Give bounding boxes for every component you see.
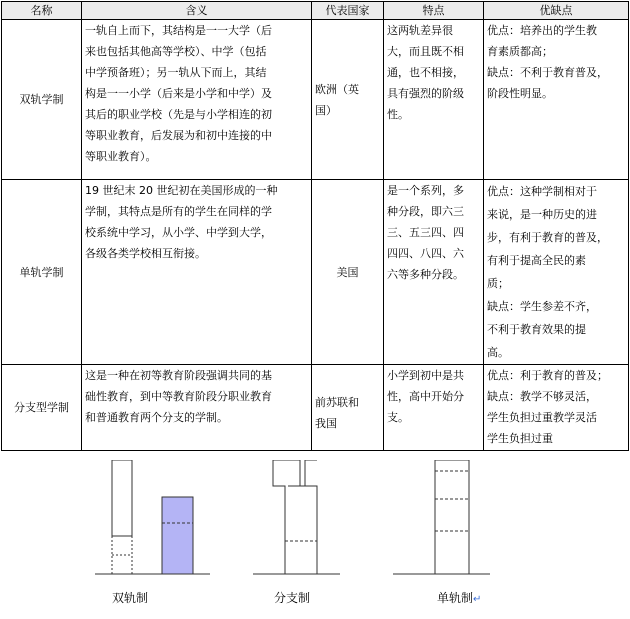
pros-cons-line: 缺点：学生参差不齐， [487,300,597,313]
cell-pros-cons [484,180,629,365]
header-meaning: 含义 [82,2,312,20]
header-pros-cons: 优缺点 [484,2,629,20]
meaning-line: 和普通教育两个分支的学制。 [85,411,228,424]
feature-line: 这两轨差异很 [387,24,453,37]
school-system-table [1,1,629,451]
country-line: 前苏联和 [315,395,359,409]
table-row [2,365,629,451]
branch-right-outline [305,460,317,574]
feature-line: 三、五三四、四 [387,226,464,239]
pros-cons-line: 有利于提高全民的素 [487,254,586,267]
country-line: 国） [315,103,337,117]
cell-country [312,365,384,451]
pros-cons-line: 育素质都高； [487,45,553,58]
pros-cons-line: 优点：这种学制相对于 [487,185,597,198]
caption-branch: 分支制 [274,591,311,605]
table-row [2,180,629,365]
pros-cons-line: 高。 [487,346,509,359]
cell-feature [384,180,484,365]
caption-single-track-text: 单轨制 [437,591,474,605]
feature-line: 四四、八四、六 [387,247,464,260]
dual-track-upper-track [112,460,132,536]
country-line: 美国 [336,265,359,279]
country-line: 欧洲（英 [315,82,359,96]
cell-name: 分支型学制 [2,365,82,451]
meaning-line: 等职业教育）。 [85,150,157,163]
feature-line: 是一个系列，多 [387,184,464,197]
return-mark: ↵ [473,594,482,605]
meaning-line: 中学预备班）；另一轨从下而上，其结 [85,66,267,79]
cell-meaning [82,20,312,180]
branch-diagram [253,460,340,574]
pros-cons-line: 缺点：不利于教育普及， [487,66,608,79]
feature-line: 通，也不相接， [387,66,464,79]
single-track-column [435,460,469,574]
feature-line: 具有强烈的阶级 [387,87,464,100]
cell-pros-cons [484,365,629,451]
meaning-line: 这是一种在初等教育阶段强调共同的基 [85,369,272,382]
single-track-diagram [393,460,490,574]
header-name: 名称 [2,2,82,20]
dual-track-diagram [95,460,210,574]
header-country: 代表国家 [312,2,384,20]
pros-cons-line: 缺点：教学不够灵活， [487,390,597,403]
feature-line: 大，而且既不相 [387,45,464,58]
dual-track-lower-track [162,497,193,574]
meaning-line: 等职业教育，后发展为和初中连接的中 [85,129,272,142]
header-feature: 特点 [384,2,484,20]
pros-cons-line: 阶段性明显。 [487,87,553,100]
meaning-line: 构是一一小学（后来是小学和中学）及 [85,87,272,100]
meaning-line: 一轨自上而下，其结构是一一大学（后 [85,24,272,37]
cell-feature [384,365,484,451]
meaning-line: 来也包括其他高等学校）、中学（包括 [85,45,267,58]
feature-line: 六等多种分段。 [387,268,464,281]
pros-cons-line: 质； [487,277,509,290]
cell-name: 双轨学制 [2,20,82,180]
cell-pros-cons [484,20,629,180]
pros-cons-line: 优点：利于教育的普及； [487,369,608,382]
feature-line: 种分段，即六三 [387,205,464,218]
caption-dual-track: 双轨制 [112,591,149,605]
branch-mid-left [288,460,300,486]
meaning-line: 校系统中学习，从小学、中学到大学， [85,226,272,239]
feature-line: 小学到初中是共 [387,369,464,382]
pros-cons-line: 学生负担过重 [487,432,553,445]
meaning-line: 19 世纪末 20 世纪初在美国形成的一种 [85,184,278,197]
meaning-line: 其后的职业学校（先是与小学相连的初 [85,108,272,121]
pros-cons-line: 不利于教育效果的提 [487,323,586,336]
branch-left-outline [273,460,285,574]
table-header-row [2,2,629,20]
diagrams-svg [0,460,630,615]
cell-feature [384,20,484,180]
pros-cons-line: 来说，是一种历史的进 [487,208,597,221]
caption-single-track [437,591,481,607]
cell-meaning [82,365,312,451]
cell-meaning [82,180,312,365]
cell-name: 单轨学制 [2,180,82,365]
meaning-line: 各级各类学校相互衔接。 [85,247,206,260]
cell-country [312,180,384,365]
feature-line: 支。 [387,411,409,424]
table-row [2,20,629,180]
pros-cons-line: 步，有利于教育的普及， [487,231,608,244]
cell-country [312,20,384,180]
meaning-line: 学制，其特点是所有的学生在同样的学 [85,205,272,218]
country-line: 我国 [315,416,337,430]
feature-line: 性，高中开始分 [387,390,464,403]
feature-line: 性。 [387,108,409,121]
meaning-line: 础性教育，到中等教育阶段分职业教育 [85,390,272,403]
school-system-diagrams [0,460,630,615]
pros-cons-line: 学生负担过重教学灵活 [487,411,597,424]
pros-cons-line: 优点：培养出的学生教 [487,24,597,37]
